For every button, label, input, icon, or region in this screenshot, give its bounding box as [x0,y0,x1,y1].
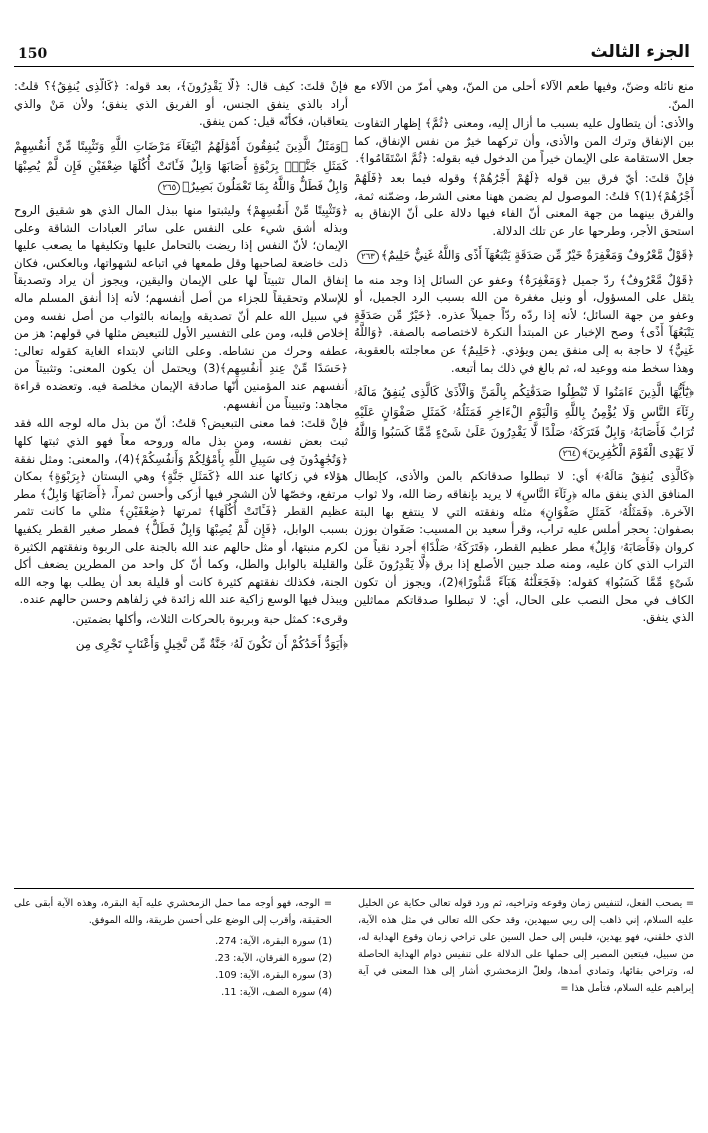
paragraph-text: ﴿قَوْلٌ مَّعْرُوفٌ﴾ ردّ جميل ﴿وَمَغْفِرَةٌ﴾ وعفو عن السائل إذا وجد منه ما يثقل على المسؤول، أو ونيل مغفرة من الله بسبب الرد الجميل، أو وعفو من جهة السائل؛ لأنه إذا ردّه ردّاً جميلاً عذره. ﴿خَيْرٌ مِّن صَدَقَةٍ يَتْبَعُهَآ أَذًى﴾ وصح الإخبار عن المبتدأ النكرة لاختصاصه بالصفة. ﴿وَاللَّهُ غَنِيٌّ﴾ لا حاجة به إلى منفق يمن ويؤذي. ﴿حَلِيمٌ﴾ عن معاجلته بالعقوبة، وهذا سخط منه ووعيد له، ثم بالغ في ذلك بما أتبعه. [354,272,694,375]
commentary-paragraph [354,115,694,168]
paragraph-text: فإنْ قلتَ: كيف قال: ﴿لَّا يَقْدِرُونَ﴾، بعد قوله: ﴿كَالَّذِى يُنفِقُ﴾؟ قلتُ: أراد بالذي ينفق الجنس، أو الفريق الذي ينفق؛ ولأن مَنْ والذي يتعاقبان، فكأنّه قيل: كمن ينفق. [14,79,348,129]
paragraph-text: وقرىء: كمثل حبة وبربوة بالحركات الثلاث، وأكلها بضمتين. [71,611,348,626]
quran-verse-block [14,634,348,654]
running-title: الجزء الثالث [590,42,690,62]
right-text-column [354,78,694,858]
verse-number: ٢٦٥ [158,181,180,195]
page-header [14,40,694,67]
commentary-paragraph [14,415,348,609]
commentary-paragraph [14,611,348,629]
commentary-paragraph [14,78,348,131]
footnote-ref: (1) سورة البقرة، الآية: 274. [215,935,332,947]
commentary-paragraph [354,468,694,626]
left-text-column [14,78,348,858]
footnote-ref: (3) سورة البقرة، الآية: 109. [215,969,332,981]
footnote-ref: (4) سورة الصف، الآية: 11. [221,986,332,998]
footnote-column-right [358,896,694,1126]
verse-text: ﴿يَٰٓأَيُّهَا الَّذِينَ ءَامَنُوا لَا تُبْطِلُوا صَدَقَٰتِكُم بِالْمَنِّ وَالْأَذَىٰ كَالَّذِى يُنفِقُ مَالَهُۥ رِئَآءَ النَّاسِ وَلَا يُؤْمِنُ بِاللَّهِ وَالْيَوْمِ الْءَاخِرِ فَمَثَلُهُۥ كَمَثَلِ صَفْوَانٍ عَلَيْهِ تُرَابٌ فَأَصَابَهُۥ وَابِلٌ فَتَرَكَهُۥ صَلْدًا لَّا يَقْدِرُونَ عَلَىٰ شَىْءٍ مِّمَّا كَسَبُوا وَاللَّهُ لَا يَهْدِى الْقَوْمَ الْكَٰفِرِينَ﴾ [354,385,694,460]
verse-number: ٢٦٣ [357,250,379,264]
footnote-continuation: = يصحب الفعل، لتنفيس زمان وقوعه وتراخيه، ثم ورد قوله تعالى حكاية عن الخليل عليه السلام، إني ذاهب إلى ربي سيهدين، وقد حكى الله تعالى في مثل هذه الآية، الذي خلقني، فهو يهدين، فليس إلى حمل السين على تراخي زمان وقوع الهداية له، من سبيل، فيتعين المصير إلى حملها على الدلالة على تنفيس دوام الهداية الحاصلة له، وتراخي بقائها، وتمادي أمدها، ولعلّ الزمخشري أشار إلى هذا المعنى في آية إبراهيم عليه السلام، فتأمل هذا = [358,898,694,994]
verse-text: ﴿قَوْلٌ مَّعْرُوفٌ وَمَغْفِرَةٌ خَيْرٌ مِّن صَدَقَةٍ يَتْبَعُهَآ أَذًى وَاللَّهُ غَنِيٌّ حَلِيمٌ﴾ [380,248,694,263]
footnote-references [14,934,332,1002]
commentary-paragraph [354,170,694,240]
footnote-continuation: = الوجه، فهو أوجه مما حمل الزمخشري عليه آية البقرة، وهذه الآية أبقى على الحقيقة، وأقرب إلى الوضع على أحسن طريقة، والله الموفق. [14,898,332,926]
quran-verse-block [354,382,694,462]
footnote-ref: (2) سورة الفرقان، الآية: 23. [214,952,332,964]
paragraph-text: فإنْ قلتَ: أيّ فرق بين قوله ﴿لَهُمْ أَجْرُهُمْ﴾ وقوله فيما بعد ﴿فَلَهُمْ أَجْرُهُمْ﴾(1)؟ قلتُ: الموصول لم يضمن ههنا معنى الشرط، وضمّنه ثمة، والفرق بينهما من جهة المعنى أنّ الفاء فيها دلالة على أنّ الإنفاق به استحق الأجر، وطرحها عار عن تلك الدلالة. [354,171,694,238]
commentary-paragraph [14,202,348,413]
paragraph-text: منع نائله وضنّ، وفيها طعم الآلاء أحلى من المنّ، وهي أمرّ من الآلاء مع المنّ. [354,79,694,111]
commentary-paragraph [354,272,694,378]
verse-text: ﴿وَمَثَلُ الَّذِينَ يُنفِقُونَ أَمْوَٰلَهُمُ ابْتِغَآءَ مَرْضَاتِ اللَّهِ وَتَثْبِيتًا مِّنْ أَنفُسِهِمْ كَمَثَلِ جَنَّةٍۭ بِرَبْوَةٍ أَصَابَهَا وَابِلٌ فَـَٔاتَتْ أُكُلَهَا ضِعْفَيْنِ فَإِن لَّمْ يُصِبْهَا وَابِلٌ فَطَلٌّ وَاللَّهُ بِمَا تَعْمَلُونَ بَصِيرٌ﴾ [14,138,348,193]
paragraph-text: ﴿كَالَّذِى يُنفِقُ مَالَهُۥ﴾ أي: لا تبطلوا صدقاتكم بالمن والأذى، كإبطال المنافق الذي ينفق ماله ﴿رِئَآءَ النَّاسِ﴾ لا يريد بإنفاقه رضا الله، ولا ثواب الآخرة. ﴿فَمَثَلُهُۥ كَمَثَلِ صَفْوَانٍ﴾ مثله ونفقته التي لا ينتفع بها البتة بصفوان: بحجر أملس عليه تراب، وقرأ سعيد بن المسيب: صَفَوان بوزن كروان ﴿فَأَصَابَهُۥ وَابِلٌ﴾ مطر عظيم القطر، ﴿فَتَرَكَهُۥ صَلْدًا﴾ أجرد نقياً من التراب الذي كان عليه، ومنه صلد جبين الأصلع إذا برق ﴿لَّا يَقْدِرُونَ عَلَىٰ شَىْءٍ مِّمَّا كَسَبُوا﴾ كقوله: ﴿فَجَعَلْنَٰهُ هَبَآءً مَّنثُورًا﴾(2)، ويجوز أن تكون الكاف في محل النصب على الحال، أي: لا تبطلوا صدقاتكم مماثلين الذي ينفق. [354,469,694,625]
paragraph-text: والأذى: أن يتطاول عليه بسبب ما أزال إليه، ومعنى ﴿ثُمَّ﴾ إظهار التفاوت بين الإنفاق وترك المن والأذى، وأن تركهما خيرٌ من نفس الإنفاق، كما جعل الاستقامة على الإيمان خيراً من الدخول فيه بقوله: ﴿ثُمَّ اسْتَقَامُوا﴾. [354,116,694,166]
paragraph-text: فإنْ قلتَ: فما معنى التبعيض؟ قلتُ: أنّ من بذل ماله لوجه الله فقد ثبت بعض نفسه، ومن بذل ماله وروحه معاً فهو الذي ثبتها كلها ﴿وَتُجَٰهِدُونَ فِى سَبِيلِ اللَّهِ بِأَمْوَٰلِكُمْ وَأَنفُسِكُمْ﴾(4)، والمعنى: ومثل نفقة هؤلاء في زكائها عند الله ﴿كَمَثَلِ جَنَّةٍ﴾ وهي البستان ﴿بِرَبْوَةٍ﴾ بمكان مرتفع، وخصّها لأن الشجر فيها أزكى وأحسن ثمراً، ﴿أَصَابَهَا وَابِلٌ﴾ مطر عظيم القطر ﴿فَـَٔاتَتْ أُكُلَهَا﴾ ثمرتها ﴿ضِعْفَيْنِ﴾ مثلي ما كانت تثمر بسبب الوابل، ﴿فَإِن لَّمْ يُصِبْهَا وَابِلٌ فَطَلٌّ﴾ فمطر صغير القطر يكفيها لكرم منبتها، أو مثل حالهم عند الله بالجنة على الربوة ونفقتهم الكثيرة والقليلة بالوابل والطل، وكما أنّ كل واحد من المطرين يضعف أكل الجنة، فكذلك نفقتهم كثيرة كانت أو قليلة بعد أن يطلب بها وجه الله ويبذل فيها الوسع زاكية عند الله زائدة في زلفاهم وحسن حالهم عنده. [14,416,348,607]
quran-verse-block [354,245,694,265]
quran-verse-block [14,136,348,196]
commentary-paragraph [354,78,694,113]
verse-text: ﴿أَيَوَدُّ أَحَدُكُمْ أَن تَكُونَ لَهُۥ جَنَّةٌ مِّن نَّخِيلٍ وَأَعْنَابٍ تَجْرِى مِن [75,636,348,651]
paragraph-text: ﴿وَتَثْبِيتًا مِّنْ أَنفُسِهِمْ﴾ وليثبتوا منها ببذل المال الذي هو شقيق الروح وبذله أشق شيء على النفس على سائر العبادات الشاقة وعلى الإيمان؛ لأنّ النفس إذا ريضت بالتحامل عليها وتكليفها ما يصعب عليها ذلت خاضعة لصاحبها وقل طمعها في اتباعه لشهواتها، وبالعكس، فكان إنفاق المال تثبيتاً لها على الإيمان واليقين، ويجوز أن يراد وتصديقاً للإسلام وتحقيقاً للجزاء من أصل أنفسهم؛ لأنه إذا أنفق المسلم ماله في سبيل الله علم أنّ تصديقه وإيمانه بالثواب من أصل نفسه ومن إخلاص قلبه، ومن على التفسير الأول للتبعيض مثلها في قولهم: هز من عطفه وحرك من نشاطه. وعلى الثاني لابتداء الغاية كقوله تعالى: ﴿حَسَدًا مِّنْ عِندِ أَنفُسِهِم﴾(3) ويحتمل أن يكون المعنى: وتثبيتاً من أنفسهم عند المؤمنين أنّها صادقة الإيمان مخلصة فيه. وتعضده قراءة مجاهد: وتبييناً من أنفسهم. [14,202,348,411]
footnote-column-left [14,896,332,1126]
page-number: 150 [18,46,48,62]
footnote-separator [14,888,694,889]
verse-number: ٢٦٤ [559,447,581,461]
